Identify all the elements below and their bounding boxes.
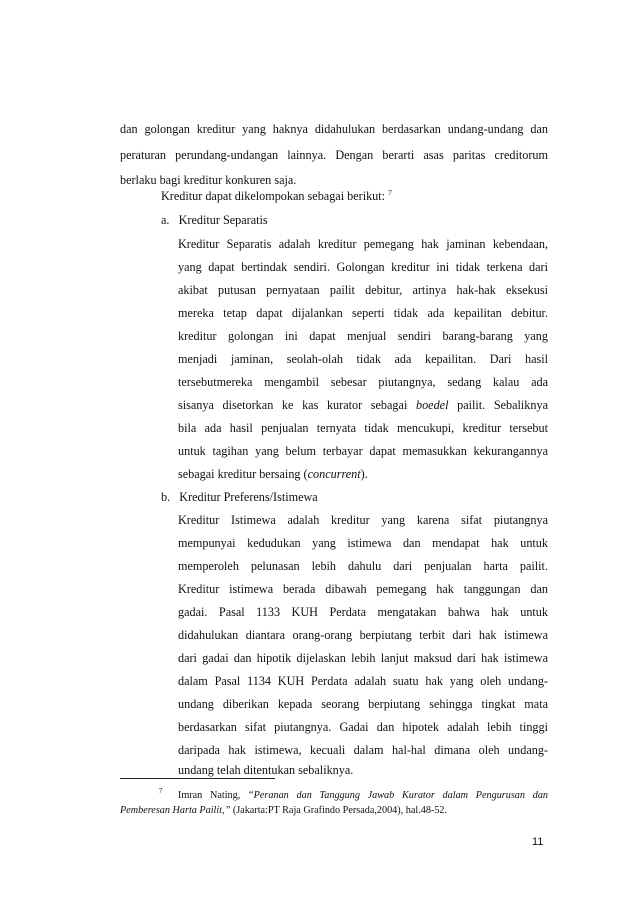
item-a-line-7: tersebutmereka mengambil sebesar piutangnya, sedang kalau ada [178,375,548,389]
item-b-line-3: memperoleh pelunasan lebih dahulu dari penjualan harta pailit. [178,559,548,573]
item-a-heading [161,212,268,228]
item-b-line-1: Kreditur Istimewa adalah kreditur yang karena sifat piutangnya [178,513,548,527]
page-number: 11 [532,836,544,848]
item-b-line-9: undang diberikan kepada seorang berpiutang sehingga tingkat mata [178,697,548,711]
item-a-last-italic: concurrent [307,467,361,481]
item-a-line-2: yang dapat bertindak sendiri. Golongan kreditur ini tidak terkena dari [178,260,548,274]
intro-line [161,188,548,204]
item-a-line-6: menjadi jaminan, seolah-olah tidak ada kepailitan. Dari hasil [178,352,548,366]
item-b-line-10: berdasarkan sifat piutangnya. Gadai dan hipotek adalah lebih tinggi [178,720,548,734]
item-b-line-11: daripada hak istimewa, kecuali dalam hal-hal dimana oleh undang- [178,743,548,757]
footnote-title-2: Pemberesan Harta Pailit,” [120,805,231,816]
item-b-line-6: didahulukan diantara orang-orang berpiutang terbit dari hak istimewa [178,628,548,642]
footnote-ref: 7 [388,188,392,197]
item-b-marker: b. [161,490,171,504]
footnote-line-2 [120,804,548,818]
item-a-line-9: bila ada hasil penjualan ternyata tidak mencukupi, kreditur tersebut [178,421,548,435]
item-a-line-8 [178,397,548,413]
item-b-line-5: gadai. Pasal 1133 KUH Perdata mengatakan bahwa hak untuk [178,605,548,619]
item-b-line-12: undang telah ditentukan sebaliknya. [178,763,354,777]
item-a-line-5: kreditur golongan ini dapat menjual sendiri barang-barang yang [178,329,548,343]
item-a-marker: a. [161,213,170,227]
item-a-line-8-post: pailit. Sebaliknya [457,398,548,412]
item-b-line-7: dari gadai dan hipotik dijelaskan lebih lanjut maksud dari hak istimewa [178,651,548,665]
item-a-line-1: Kreditur Separatis adalah kreditur pemegang hak jaminan kebendaan, [178,237,548,251]
item-a-line-8-pre: sisanya disetorkan ke kas kurator sebagai [178,398,408,412]
footnote-publisher: (Jakarta:PT Raja Grafindo Persada,2004), hal.48-52. [232,805,448,816]
item-b-title: Kreditur Preferens/Istimewa [179,490,318,504]
para1-line-3: berlaku bagi kreditur konkuren saja. [120,173,297,187]
footnote-author: Imran Nating, [177,790,241,801]
item-b-line-2: mempunyai kedudukan yang istimewa dan mendapat hak untuk [178,536,548,550]
para1-line-1: dan golongan kreditur yang haknya didahulukan berdasarkan undang-undang dan [120,122,548,136]
item-b-heading [161,489,318,505]
intro-text: Kreditur dapat dikelompokan sebagai berikut: [161,189,386,203]
item-a-title: Kreditur Separatis [178,213,268,227]
item-b-line-8: dalam Pasal 1134 KUH Perdata adalah suatu hak yang oleh undang- [178,674,548,688]
footnote-title-1: “Peranan dan Tanggung Jawab Kurator dalam Pengurusan dan [248,790,549,801]
item-a-line-4: mereka tetap dapat dijalankan seperti tidak ada kepailitan debitur. [178,306,548,320]
item-a-line-11 [178,466,548,482]
item-a-line-10: untuk tagihan yang belum terbayar dapat memasukkan kekurangannya [178,444,548,458]
item-a-last-post: ). [360,467,368,481]
item-a-line-8-italic: boedel [415,398,449,412]
para1-line-2: peraturan perundang-undangan lainnya. Dengan berarti asas paritas creditorum [120,148,548,162]
item-b-line-4: Kreditur istimewa berada dibawah pemegang hak tanggungan dan [178,582,548,596]
footnote-number: 7 [158,786,163,795]
item-a-line-3: akibat putusan pernyataan pailit debitur, artinya hak-hak eksekusi [178,283,548,297]
item-a-last-pre: sebagai kreditur bersaing ( [178,467,308,481]
footnote-line-1 [120,786,549,803]
footnote-separator [120,778,275,779]
